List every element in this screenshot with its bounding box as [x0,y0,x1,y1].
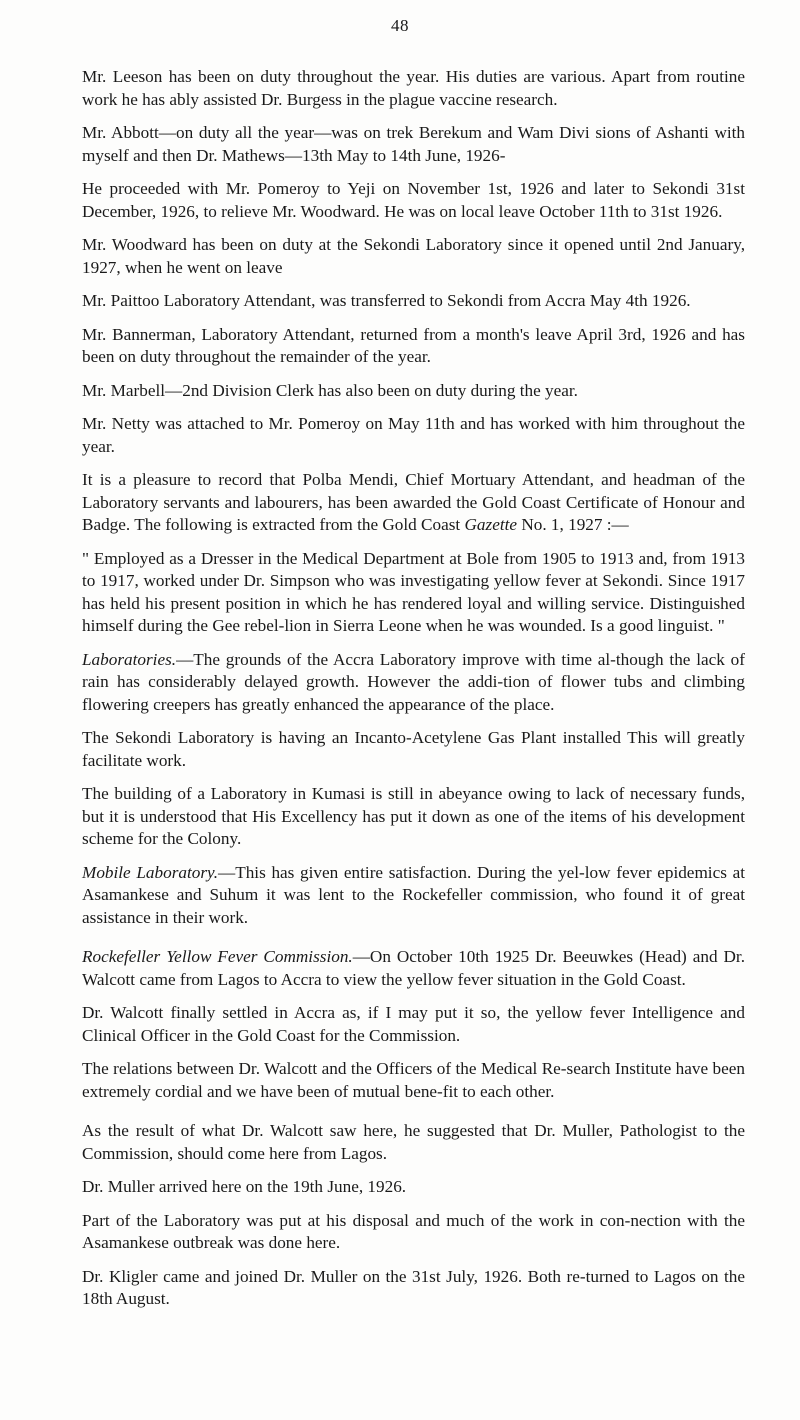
paragraph-text: It is a pleasure to record that Polba Mendi, Chief Mortuary Attendant, and headman of the Laboratory servants and labourers, has been awarded the Gold Coast Certificate of Honour and Badge. The following is extracted from the Gold Coast [82,470,745,534]
paragraph-kligler: Dr. Kligler came and joined Dr. Muller on the 31st July, 1926. Both re-turned to Lagos on the 18th August. [82,1266,745,1308]
paragraph-rockefeller [82,946,745,991]
paragraph-marbell: Mr. Marbell—2nd Division Clerk has also been on duty during the year. [82,380,578,400]
gazette-italic: Gazette [464,515,518,534]
paragraph-gazette-quote: " Employed as a Dresser in the Medical Department at Bole from 1905 to 1913 and, from 1913 to 1917, worked under Dr. Simpson who was investigating yellow fever at Sekondi. Since 1917 has held his present position in which he has rendered loyal and willing service. Distinguished himself during the Gee rebel-lion in Sierra Leone when he was wounded. Is a good linguist. " [82,548,745,635]
mobile-laboratory-heading: Mobile Laboratory. [82,862,219,882]
paragraph-text: —This has given entire satisfaction. During the yel-low fever epidemics at Asamankese and Suhum it was lent to the Rockefeller commission, who found it of great assistance in their work. [82,862,745,927]
paragraph-kumasi: The building of a Laboratory in Kumasi is still in abeyance owing to lack of necessary funds, but it is understood that His Excellency has put it down as one of the items of his development scheme for the Colony. [82,784,745,848]
paragraph-laboratory-disposal: Part of the Laboratory was put at his disposal and much of the work in con-nection with the Asamankese outbreak was done here. [82,1210,745,1252]
paragraph-netty: Mr. Netty was attached to Mr. Pomeroy on May 11th and has worked with him throughout the year. [82,414,745,456]
paragraph-laboratories [82,649,745,717]
paragraph-walcott-settled: Dr. Walcott finally settled in Accra as, if I may put it so, the yellow fever Intelligence and Clinical Officer in the Gold Coast for the Commission. [82,1003,745,1045]
document-body [82,66,745,1322]
page-number: 48 [391,16,409,35]
paragraph-woodward: Mr. Woodward has been on duty at the Sekondi Laboratory since it opened until 2nd January, 1927, when he went on leave [82,235,745,277]
paragraph-text: —On October 10th 1925 Dr. Beeuwkes (Head) and Dr. Walcott came from Lagos to Accra to view the yellow fever situation in the Gold Coast. [82,947,745,989]
paragraph-bannerman: Mr. Bannerman, Laboratory Attendant, returned from a month's leave April 3rd, 1926 and has been on duty throughout the remainder of the year. [82,324,745,366]
laboratories-heading: Laboratories. [82,649,177,669]
paragraph-muller-arrived: Dr. Muller arrived here on the 19th June, 1926. [82,1177,407,1196]
rockefeller-heading: Rockefeller Yellow Fever Commission. [82,947,353,966]
paragraph-sekondi-gas: The Sekondi Laboratory is having an Incanto-Acetylene Gas Plant installed This will greatly facilitate work. [82,728,745,770]
paragraph-text: No. 1, 1927 :— [517,515,629,534]
paragraph-muller-suggested: As the result of what Dr. Walcott saw here, he suggested that Dr. Muller, Pathologist to the Commission, should come here from Lagos. [82,1121,745,1163]
paragraph-paittoo: Mr. Paittoo Laboratory Attendant, was transferred to Sekondi from Accra May 4th 1926. [82,291,691,310]
paragraph-relations: The relations between Dr. Walcott and the Officers of the Medical Re-search Institute have been extremely cordial and we have been of mutual bene-fit to each other. [82,1059,745,1101]
paragraph-pomeroy-yeji: He proceeded with Mr. Pomeroy to Yeji on November 1st, 1926 and later to Sekondi 31st December, 1926, to relieve Mr. Woodward. He was on local leave October 11th to 31st 1926. [82,179,745,221]
paragraph-mobile-laboratory [82,862,745,930]
paragraph-polba-mendi [82,469,745,537]
paragraph-leeson: Mr. Leeson has been on duty throughout the year. His duties are various. Apart from routine work he has ably assisted Dr. Burgess in the plague vaccine research. [82,67,745,109]
paragraph-abbott: Mr. Abbott—on duty all the year—was on trek Berekum and Wam Divi sions of Ashanti with myself and then Dr. Mathews—13th May to 14th June, 1926- [82,123,745,165]
paragraph-text: —The grounds of the Accra Laboratory improve with time al-though the lack of rain has considerably delayed growth. However the addi-tion of flower tubs and climbing flowering creepers has greatly enhanced the appearance of the place. [82,649,745,714]
